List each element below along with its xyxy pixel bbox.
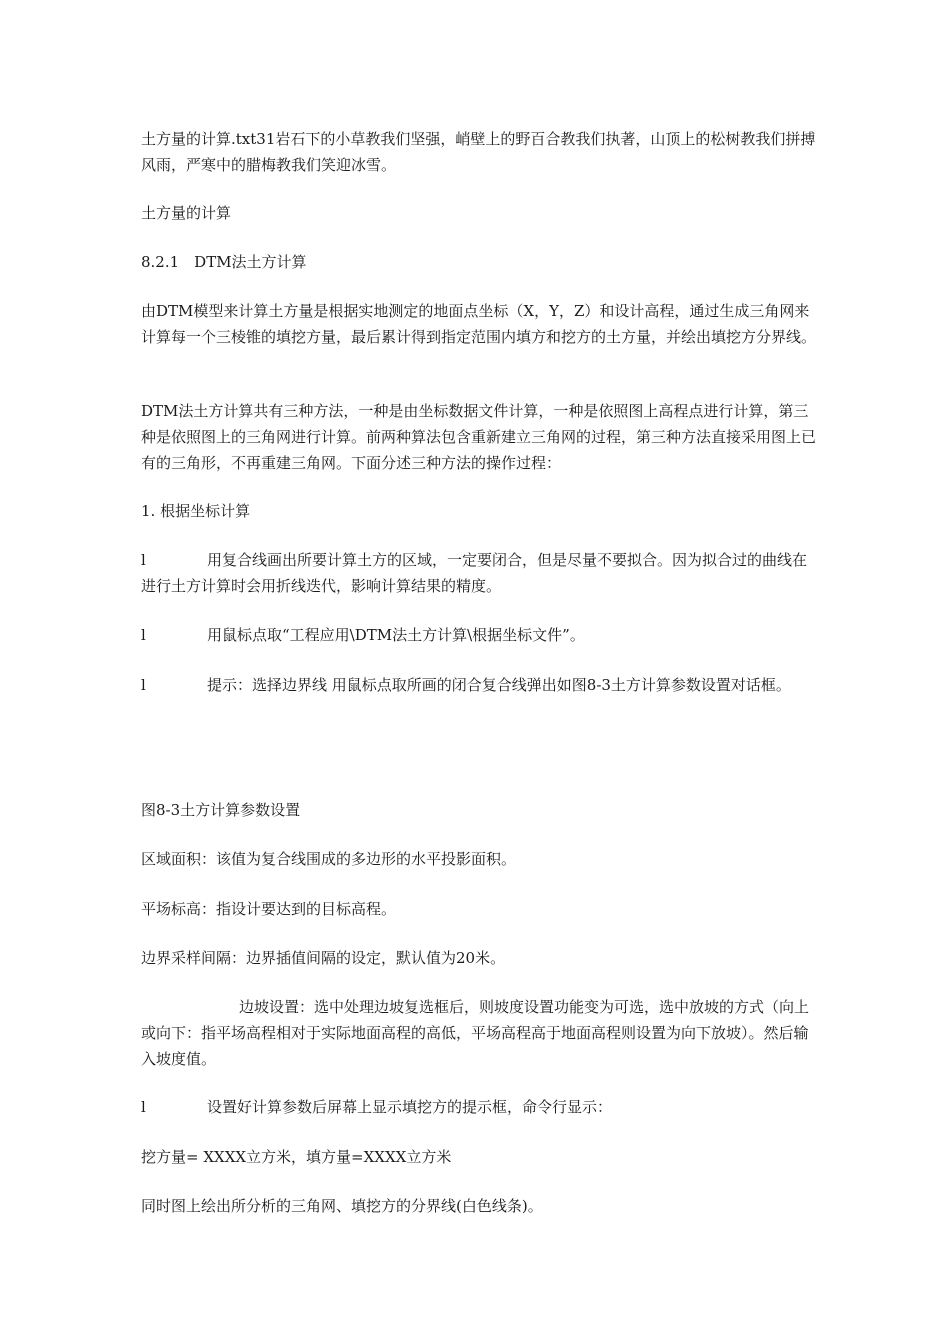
- methods-paragraph: DTM法土方计算共有三种方法，一种是由坐标数据文件计算，一种是依照图上高程点进行计算，第三种是依照图上的三角网进行计算。前两种算法包含重新建立三角网的过程，第三种方法直接采用图上已有的三角形，不再重建三角网。下面分述三种方法的操作过程：: [141, 402, 817, 472]
- definition-slope-text: 边坡设置：选中处理边坡复选框后，则坡度设置功能变为可选，选中放坡的方式（向上或向下：指平场高程相对于实际地面高程的高低，平场高程高于地面高程则设置为向下放坡）。然后输入坡度值。: [141, 998, 810, 1068]
- list-item: [141, 622, 816, 648]
- dtm-description-paragraph: 由DTM模型来计算土方量是根据实地测定的地面点坐标（X，Y，Z）和设计高程，通过生成三角网来计算每一个三棱锥的填挖方量，最后累计得到指定范围内填方和挖方的土方量，并绘出填挖方分界线。: [141, 302, 817, 346]
- list-item: [141, 547, 816, 599]
- list-item: [141, 672, 816, 698]
- definition-slope: [141, 994, 816, 1072]
- definition-elevation: 平场标高：指设计要达到的目标高程。: [141, 900, 397, 918]
- result-line: 挖方量= XXXX立方米，填方量=XXXX立方米: [141, 1148, 452, 1166]
- intro-paragraph: 土方量的计算.txt31岩石下的小草教我们坚强，峭壁上的野百合教我们执著，山顶上的松树教我们拼搏风雨，严寒中的腊梅教我们笑迎冰雪。: [141, 130, 816, 174]
- section-heading: 8.2.1 DTM法土方计算: [141, 253, 307, 271]
- doc-title: 土方量的计算: [141, 204, 232, 222]
- list-bullet: l: [141, 626, 146, 644]
- list-item: [141, 1094, 816, 1120]
- definition-area: 区域面积：该值为复合线围成的多边形的水平投影面积。: [141, 850, 517, 868]
- closing-paragraph: 同时图上绘出所分析的三角网、填挖方的分界线(白色线条)。: [141, 1197, 543, 1215]
- figure-caption: 图8-3土方计算参数设置: [141, 801, 301, 819]
- list-bullet: l: [141, 551, 146, 569]
- subsection-heading: 1. 根据坐标计算: [141, 502, 251, 520]
- list-item-text: 设置好计算参数后屏幕上显示填挖方的提示框，命令行显示：: [207, 1098, 613, 1116]
- definition-sampling: 边界采样间隔：边界插值间隔的设定，默认值为20米。: [141, 949, 506, 967]
- list-item-text: 用鼠标点取“工程应用\DTM法土方计算\根据坐标文件”。: [207, 626, 585, 644]
- list-item-text: 用复合线画出所要计算土方的区域，一定要闭合，但是尽量不要拟合。因为拟合过的曲线在进行土方计算时会用折线迭代，影响计算结果的精度。: [141, 551, 808, 595]
- list-item-text: 提示：选择边界线 用鼠标点取所画的闭合复合线弹出如图8-3土方计算参数设置对话框。: [207, 676, 791, 694]
- list-bullet: l: [141, 676, 146, 694]
- list-bullet: l: [141, 1098, 146, 1116]
